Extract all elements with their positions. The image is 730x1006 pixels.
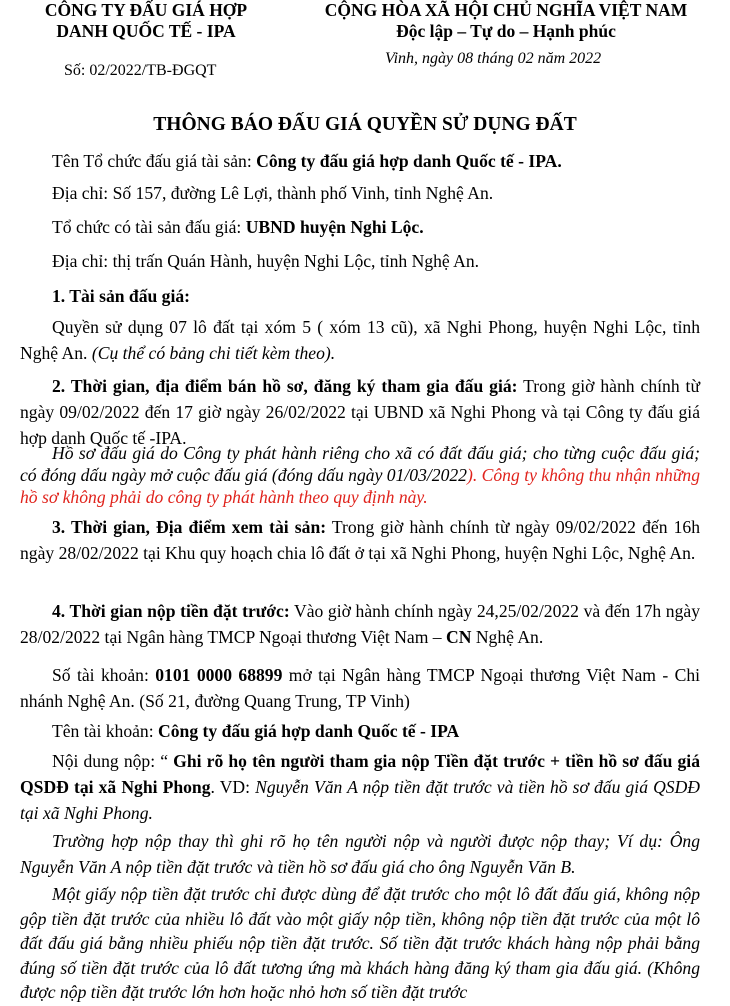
- section-1-body: [20, 314, 700, 366]
- section-2-note-text: Hồ sơ đấu giá do Công ty phát hành riêng cho xã có đất đấu giá; cho từng cuộc đấu giá; có đóng dấu ngày mở cuộc đấu giá (đóng dấu ngày 01/03/2022: [20, 443, 700, 485]
- deposit-note: [20, 882, 700, 1006]
- account-name-line: [20, 718, 700, 744]
- org-address: Địa chỉ: Số 157, đường Lê Lợi, thành phố Vinh, tỉnh Nghệ An.: [52, 183, 494, 203]
- section-3-body: [20, 514, 700, 566]
- payment-label: Nội dung nộp: “: [52, 751, 174, 771]
- document-title: THÔNG BÁO ĐẤU GIÁ QUYỀN SỬ DỤNG ĐẤT: [153, 114, 577, 135]
- section-4-body: [20, 598, 700, 650]
- org-line: [20, 148, 700, 174]
- section-1-heading: [20, 283, 700, 309]
- section-2-text: Trong giờ hành chính từ ngày 09/02/2022 đến 17 giờ ngày 26/02/2022 tại UBND xã Nghi Phong và tại Công ty đấu giá hợp danh Quốc tế -IPA.: [20, 376, 700, 448]
- owner-line: [20, 214, 700, 240]
- document-number: Số: 02/2022/TB-ĐGQT: [64, 62, 217, 79]
- org-label: Tên Tổ chức đấu giá tài sản:: [52, 151, 257, 171]
- proxy-note-text: Trường hợp nộp thay thì ghi rõ họ tên người nộp và người được nộp thay; Ví dụ: Ông Nguyễn Văn A nộp tiền đặt trước và tiền hồ sơ đấu giá cho ông Nguyễn Văn B.: [20, 831, 700, 877]
- section-2-heading: 2. Thời gian, địa điểm bán hồ sơ, đăng ký tham gia đấu giá:: [52, 376, 518, 396]
- account-body: [20, 662, 700, 714]
- section-1-note: (Cụ thể có bảng chi tiết kèm theo).: [91, 343, 336, 363]
- section-1-heading-text: 1. Tài sản đấu giá:: [52, 286, 191, 306]
- proxy-note: [20, 828, 700, 880]
- payment-content: [20, 748, 700, 826]
- payment-bold: Ghi rõ họ tên người tham gia nộp Tiền đặt trước + tiền hồ sơ đấu giá QSDĐ tại xã Nghi Phong: [20, 751, 700, 797]
- org-value: Công ty đấu giá hợp danh Quốc tế - IPA.: [256, 151, 562, 171]
- account-name-label: Tên tài khoản:: [52, 721, 159, 741]
- owner-label: Tổ chức có tài sản đấu giá:: [52, 217, 246, 237]
- account-name-value: Công ty đấu giá hợp danh Quốc tế - IPA: [158, 721, 460, 741]
- payment-example: Nguyễn Văn A nộp tiền đặt trước và tiền hồ sơ đấu giá QSDĐ tại xã Nghi Phong.: [20, 777, 701, 823]
- owner-value: UBND huyện Nghi Lộc.: [245, 217, 424, 237]
- account-text: mở tại Ngân hàng TMCP Ngoại thương Việt Nam - Chi nhánh Nghệ An. (Số 21, đường Quang Trung, TP Vinh): [20, 665, 701, 711]
- deposit-note-text: Một giấy nộp tiền đặt trước chỉ được dùng để đặt trước cho một lô đất đấu giá, không nộp gộp tiền đặt trước của nhiều lô đất vào một giấy nộp tiền, không nộp tiền đặt trước của một lô đất đấu giá bằng nhiều phiếu nộp tiền đặt trước. Số tiền đặt trước khách hàng nộp phải bằng đúng số tiền đặt trước của lô đất tương ứng mà khách hàng đăng ký tham gia đấu giá. (Không được nộp tiền đặt trước lớn hơn hoặc nhỏ hơn số tiền đặt trước: [20, 884, 700, 1003]
- section-3-heading: 3. Thời gian, Địa điểm xem tài sản:: [52, 517, 327, 537]
- national-header: [300, 0, 712, 42]
- national-title: CỘNG HÒA XÃ HỘI CHỦ NGHĨA VIỆT NAM: [324, 0, 688, 20]
- issuer-name-line2: DANH QUỐC TẾ - IPA: [56, 21, 236, 41]
- section-2-body: [20, 373, 700, 451]
- section-4-cn: CN: [446, 627, 472, 647]
- section-4-heading: 4. Thời gian nộp tiền đặt trước:: [52, 601, 290, 621]
- document-date: Vinh, ngày 08 tháng 02 năm 2022: [385, 50, 602, 67]
- owner-address: Địa chỉ: thị trấn Quán Hành, huyện Nghi Lộc, tỉnh Nghệ An.: [52, 251, 480, 271]
- section-2-note-red: ). Công ty không thu nhận những hồ sơ không phải do công ty phát hành theo quy định này.: [20, 465, 701, 507]
- section-4-tail: Nghệ An.: [471, 627, 544, 647]
- section-3-text: Trong giờ hành chính từ ngày 09/02/2022 đến 16h ngày 28/02/2022 tại Khu quy hoạch chia lô đất ở tại xã Nghi Phong, huyện Nghi Lộc, Nghệ An.: [20, 517, 700, 563]
- issuer-name-line1: CÔNG TY ĐẤU GIÁ HỢP: [44, 0, 248, 20]
- issuer-header: [30, 0, 262, 42]
- account-label: Số tài khoản:: [52, 665, 156, 685]
- section-1-text: Quyền sử dụng 07 lô đất tại xóm 5 ( xóm 13 cũ), xã Nghi Phong, huyện Nghi Lộc, tỉnh Nghệ An.: [20, 317, 700, 363]
- account-number: 0101 0000 68899: [155, 665, 283, 685]
- section-2-note: [20, 442, 700, 508]
- payment-mid: . VD:: [210, 777, 256, 797]
- national-motto: Độc lập – Tự do – Hạnh phúc: [396, 21, 616, 41]
- section-4-text: Vào giờ hành chính ngày 24,25/02/2022 và đến 17h ngày 28/02/2022 tại Ngân hàng TMCP Ngoại thương Việt Nam –: [20, 601, 700, 647]
